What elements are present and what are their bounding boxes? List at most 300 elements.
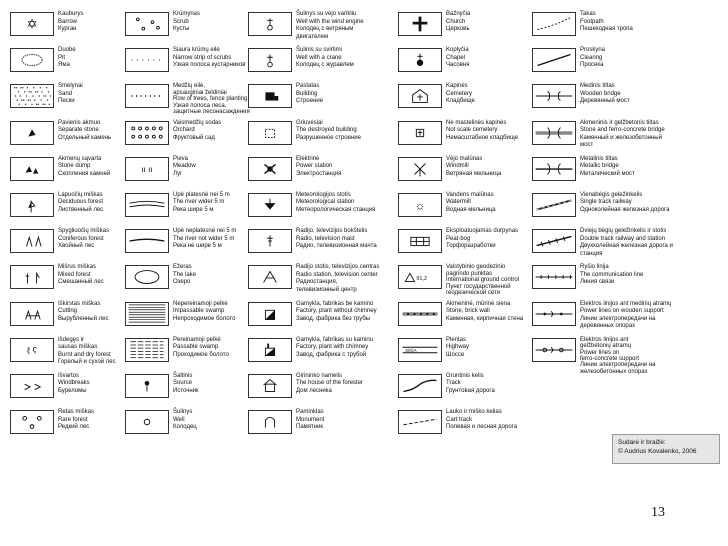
legend-entry-line: Река не шире 5 м <box>173 243 222 250</box>
legend-entry-line: Lauko ir miško kelias <box>446 409 502 416</box>
legend-entry-text <box>446 409 528 432</box>
legend-entry <box>246 10 391 43</box>
legend-entry-line: Sand <box>58 90 73 97</box>
legend-entry-line: Редкий лес <box>58 424 90 431</box>
track-icon <box>398 374 442 398</box>
legend-entry <box>246 46 391 79</box>
legend-entry-line: Meadow <box>173 163 196 170</box>
legend-entry-text <box>173 409 241 432</box>
legend-entry-line: Deciduous forest <box>58 199 104 206</box>
cutting-icon <box>10 302 54 326</box>
conifer-tree-icon <box>10 229 54 253</box>
legend-entry-line: Ryšio linija <box>580 264 609 271</box>
legend-entry-line: gelžbetonių atramų <box>580 343 632 350</box>
rare-forest-icon <box>10 410 54 434</box>
legend-entry-line: Wooden bridge <box>580 90 621 97</box>
impassable-swamp-icon <box>125 302 169 326</box>
legend-entry-text <box>446 120 528 143</box>
legend-entry-text <box>296 373 391 396</box>
legend-entry-line: станция <box>580 250 603 257</box>
legend-entry-line: Pit <box>58 54 66 61</box>
legend-entry-line: Radio, television mast <box>296 235 355 242</box>
legend-entry-line: Girininko namelis <box>296 372 343 379</box>
legend-entry <box>8 119 118 152</box>
wooden-bridge-icon <box>532 84 576 108</box>
legend-entry-line: Памятник <box>296 424 324 431</box>
legend-entry-line: Gamykla, fabrikas su kaminu <box>296 336 374 343</box>
legend-entry <box>123 155 241 188</box>
legend-entry-line: Колодец <box>173 424 197 431</box>
legend-entry-line: Каменная, кирпичная стена <box>446 315 524 322</box>
legend-entry-line: Well <box>173 416 185 423</box>
legend-entry-text <box>580 301 720 331</box>
legend-entry-line: телевизионный центр <box>296 286 357 293</box>
legend-entry-line: Šulinys su vėjo varikliu <box>296 11 357 17</box>
legend-entry <box>396 82 528 115</box>
legend-column <box>530 10 720 375</box>
legend-entry-text <box>446 156 528 179</box>
legend-entry-line: Radio station, television center <box>296 271 378 278</box>
legend-entry-line: Smėlynai <box>58 83 83 90</box>
legend-entry-line: Griuvėsiai <box>296 119 323 126</box>
highway-icon <box>398 338 442 362</box>
legend-entry-line: Medinis tiltas <box>580 83 615 90</box>
legend-entry <box>8 263 118 296</box>
legend-entry-line: Радио, телевизионная мачта <box>296 243 377 250</box>
legend-entry-line: The communication line <box>580 271 644 278</box>
legend-entry-line: Pieva <box>173 155 189 162</box>
mixed-forest-icon <box>10 265 54 289</box>
legend-entry-line: Отдельный камень <box>58 134 112 141</box>
legend-entry-line: Windbreaks <box>58 380 90 387</box>
legend-entry-text <box>173 192 241 215</box>
legend-entry <box>530 300 720 333</box>
legend-entry-line: геодезической сети <box>446 289 501 296</box>
brick-wall-icon <box>398 302 442 326</box>
legend-entry-line: Duobė <box>58 47 76 54</box>
legend-entry-line: Metallic bridge <box>580 163 619 170</box>
radio-center-icon <box>248 265 292 289</box>
legend-entry <box>123 300 241 333</box>
legend-entry <box>396 263 528 296</box>
legend-entry-line: Plentas <box>446 336 467 343</box>
legend-entry-line: Takas <box>580 11 596 17</box>
legend-entry-text <box>173 373 241 396</box>
legend-entry-text <box>58 373 118 396</box>
peat-bog-icon <box>398 229 442 253</box>
credit-line-2: © Audrius Kovalenko, 2006 <box>618 448 697 455</box>
legend-entry-line: Double track railway and station <box>580 235 666 242</box>
legend-entry-line: Radijo stotis, televizijos centras <box>296 264 380 271</box>
legend-entry-line: Elektrinė <box>296 155 320 162</box>
legend-entry <box>396 191 528 224</box>
legend-entry-text <box>446 192 528 215</box>
legend-entry-line: Narrow strip of scrubs <box>173 54 232 61</box>
legend-entry-line: Elektros linijos ant <box>580 336 629 343</box>
legend-entry-line: Ežeras <box>173 264 192 271</box>
legend-entry-line: Peat-bog <box>446 235 471 242</box>
legend-entry <box>123 191 241 224</box>
small-cemetery-icon <box>398 121 442 145</box>
legend-entry <box>530 46 720 79</box>
legend-entry-line: мост <box>580 142 594 149</box>
legend-entry <box>8 408 118 441</box>
legend-entry-line: Kapinės <box>446 83 468 90</box>
svg-text:ℓ ʕ: ℓ ʕ <box>26 345 38 356</box>
legend-entry-line: Mixed forest <box>58 271 91 278</box>
legend-entry <box>246 82 391 115</box>
legend-entry-text <box>580 337 720 375</box>
legend-entry-line: Скопления камней <box>58 170 111 177</box>
svg-text:ıı ıı: ıı ıı <box>141 164 153 174</box>
legend-entry-line: Колодец с журавлем <box>296 62 354 69</box>
credit-box <box>612 434 720 464</box>
monument-icon <box>248 410 292 434</box>
legend-entry-line: Фруктовый сад <box>173 134 215 141</box>
wooden-power-line-icon <box>532 302 576 326</box>
legend-entry-line: Windmill <box>446 163 469 170</box>
legend-entry-line: Power station <box>296 163 333 170</box>
legend-entry-text <box>173 301 241 324</box>
legend-entry-line: Nepereinamoji pelkė <box>173 300 228 307</box>
legend-entry-line: Proskyna <box>580 47 606 54</box>
legend-entry-line: ferro-concrete support <box>580 355 640 362</box>
legend-entry-line: Row of trees, fence planting <box>173 96 248 103</box>
legend-entry-line: Узкая полоса леса, <box>173 102 227 109</box>
legend-entry-text <box>173 47 246 70</box>
legend-entry-text <box>580 120 720 150</box>
legend-entry-line: Cart track <box>446 416 473 423</box>
legend-entry-line: Meteorological station <box>296 199 355 206</box>
legend-entry <box>8 191 118 224</box>
legend-entry <box>396 300 528 333</box>
legend-entry-line: International ground control <box>446 277 520 284</box>
legend-entry-text <box>58 192 118 215</box>
legend-entry-line: Gruntinis kelis <box>446 372 484 379</box>
legend-entry-text <box>446 373 528 396</box>
legend-entry-line: Stone dump <box>58 163 91 170</box>
source-icon <box>125 374 169 398</box>
legend-entry-line: Well with the wind engine <box>296 18 364 25</box>
legend-entry <box>123 82 250 115</box>
legend-entry-line: The destroyed building <box>296 127 357 134</box>
legend-entry-line: Šulinis su svirtimi <box>296 47 343 54</box>
star-icon <box>10 12 54 36</box>
legend-entry-line: Вырубленный лес <box>58 315 109 322</box>
legend-entry <box>246 372 391 405</box>
legend-entry-line: Highway <box>446 344 470 351</box>
legend-entry-line: Завод, фабрика с трубой <box>296 351 367 358</box>
legend-entry-line: Курган <box>58 26 77 32</box>
legend-entry-line: Stone, brick wall <box>446 308 490 314</box>
clearing-icon <box>532 48 576 72</box>
legend-entry-text <box>173 337 241 360</box>
legend-entry-line: Medžių eilė, <box>173 83 206 90</box>
legend-entry <box>396 119 528 152</box>
legend-entry-line: Церковь <box>446 26 470 32</box>
legend-entry-text <box>58 337 118 367</box>
legend-entry-line: Хвойный лес <box>58 243 95 250</box>
meteo-station-icon <box>248 193 292 217</box>
credit-line-1: Sudarė ir braižė: <box>618 439 666 446</box>
legend-entry-line: Буреломы <box>58 387 87 394</box>
legend-entry-text <box>58 11 118 34</box>
legend-entry-line: Not scale cemetery <box>446 127 498 134</box>
legend-entry-line: Akmeninis ir gelžbetonis tiltas <box>580 119 659 126</box>
communication-line-icon <box>532 265 576 289</box>
legend-entry-text <box>173 83 250 115</box>
legend-entry <box>123 227 241 260</box>
legend-entry-line: The river wider 5 m <box>173 199 225 206</box>
meadow-icon <box>125 157 169 181</box>
legend-entry-line: Retas miškas <box>58 409 95 416</box>
passable-swamp-icon <box>125 338 169 362</box>
legend-entry-line: Cemetery <box>446 90 473 97</box>
legend-entry <box>123 119 241 152</box>
legend-entry-text <box>173 228 241 251</box>
legend-entry-text <box>296 83 391 106</box>
ruined-building-icon <box>248 121 292 145</box>
legend-entry-line: Passable swamp <box>173 344 219 351</box>
legend-entry-line: Iškirstas miškas <box>58 300 101 307</box>
legend-column <box>123 10 250 444</box>
svg-text:✡: ✡ <box>26 16 38 32</box>
legend-entry-line: apsauginiai želdiniai <box>173 89 227 96</box>
legend-entry-line: Source <box>173 380 193 387</box>
double-railway-icon <box>532 229 576 253</box>
page-number: 13 <box>651 505 665 520</box>
legend-entry <box>8 82 118 115</box>
legend-entry-line: Vaismedžių sodas <box>173 119 222 126</box>
legend-entry-line: Ветряная мельница <box>446 170 502 177</box>
legend-entry-line: Металический мост <box>580 170 635 177</box>
legend-entry <box>396 336 528 369</box>
legend-entry-line: Šulinys <box>173 409 193 416</box>
legend-entry-line: Mišrus miškas <box>58 264 97 271</box>
legend-entry-line: Upė platesnė nei 5 m <box>173 191 230 198</box>
legend-entry-line: Akmenų sąvarta <box>58 155 102 162</box>
legend-entry-line: Building <box>296 90 318 97</box>
legend-entry-line: Dviejų bėgių geležinkelis ir stotis <box>580 228 667 235</box>
legend-entry-text <box>296 11 391 41</box>
legend-entry-line: Проходимое болото <box>173 351 229 358</box>
legend-entry-line: Burnt and dry forest <box>58 351 111 358</box>
legend-entry-text <box>580 11 720 34</box>
legend-entry-line: Siaura krūmų eilė <box>173 47 220 54</box>
legend-entry <box>530 10 720 43</box>
radio-mast-icon <box>248 229 292 253</box>
legend-entry-line: Ne mastelinės kapinės <box>446 119 507 126</box>
legend-entry-line: Paminklas <box>296 409 324 416</box>
legend-entry-text <box>58 156 118 179</box>
symbol-mark-label: 91,2 <box>416 276 428 283</box>
wind-well-icon <box>248 12 292 36</box>
legend-entry-line: Impassable swamp <box>173 308 225 314</box>
legend-entry-line: Грунтовая дорога <box>446 387 495 394</box>
factory-chimney-icon <box>248 338 292 362</box>
legend-entry-line: The lake <box>173 271 197 278</box>
narrow-scrub-icon <box>125 48 169 72</box>
legend-entry-line: Источник <box>173 387 199 394</box>
legend-column <box>396 10 528 444</box>
legend-entry-line: pagrindo punktas <box>446 270 493 277</box>
legend-entry <box>396 46 528 79</box>
legend-entry <box>123 10 241 43</box>
legend-entry <box>8 372 118 405</box>
chapel-icon <box>398 48 442 72</box>
legend-entry-line: Track <box>446 380 461 387</box>
crane-well-icon <box>248 48 292 72</box>
legend-entry-text <box>173 11 241 34</box>
legend-entry-line: Пешеходная тропа <box>580 26 633 32</box>
legend-entry <box>530 191 720 224</box>
tree-row-icon <box>125 84 169 108</box>
legend-entry-text <box>296 156 391 179</box>
legend-entry-text <box>296 301 391 324</box>
legend-entry-line: Scrub <box>173 18 189 25</box>
well-icon <box>125 410 169 434</box>
legend-entry-text <box>58 409 118 432</box>
legend-entry-text <box>58 47 118 70</box>
legend-entry-line: Непроходимое болото <box>173 315 236 322</box>
power-station-icon <box>248 157 292 181</box>
legend-entry-line: защитные лесонасаждения <box>173 109 250 115</box>
legend-entry-text <box>58 264 118 287</box>
legend-entry <box>396 408 528 441</box>
legend-entry-line: Луг <box>173 170 183 177</box>
legend-entry-text <box>296 264 391 294</box>
forester-house-icon <box>248 374 292 398</box>
legend-entry-line: Krūmynas <box>173 11 201 17</box>
legend-entry-text <box>446 47 528 70</box>
legend-entry-line: Озеро <box>173 279 191 286</box>
legend-entry-line: Išvartos <box>58 372 80 379</box>
legend-entry-text <box>580 264 720 287</box>
legend-entry-line: Eksploatuojamas durpynas <box>446 228 519 235</box>
legend-entry <box>246 119 391 152</box>
legend-entry-line: Кладбище <box>446 98 475 105</box>
legend-entry-text <box>173 120 241 143</box>
pit-icon <box>10 48 54 72</box>
legend-entry <box>246 263 391 296</box>
legend-entry-text <box>58 228 118 251</box>
watermill-icon <box>398 193 442 217</box>
legend-entry-line: Šaltinis <box>173 372 193 379</box>
legend-entry-line: Coniferous forest <box>58 235 104 242</box>
legend-entry <box>123 336 241 369</box>
windmill-icon <box>398 157 442 181</box>
legend-entry-line: Pereinamoji pelkė <box>173 336 221 343</box>
legend-entry-line: Колодец с ветряным <box>296 26 354 32</box>
legend-entry-line: Часовня <box>446 62 470 69</box>
legend-entry-line: Church <box>446 18 466 25</box>
legend-entry-line: Разрушенное строение <box>296 134 361 141</box>
legend-entry-line: Горелый и сухой лес <box>58 359 116 366</box>
legend-entry-line: Полевая и лесная дорога <box>446 424 518 431</box>
legend-entry-line: Akmeninė, mūrinė siena <box>446 300 511 307</box>
legend-entry <box>246 408 391 441</box>
legend-entry-line: Линии электропередачи на <box>580 315 656 322</box>
legend-entry <box>246 155 391 188</box>
legend-entry-line: Factory, plant without chimney <box>296 308 377 314</box>
legend-entry-line: Barrow <box>58 18 78 25</box>
legend-entry-line: Линия связи <box>580 279 615 286</box>
legend-entry-line: The river not wider 5 m <box>173 235 235 242</box>
legend-entry-line: Išdegęs ir <box>58 336 85 343</box>
legend-entry-line: Пункт государственной <box>446 283 511 290</box>
legend-entry-text <box>58 83 118 106</box>
legend-entry-line: Завод, фабрика без трубы <box>296 315 371 322</box>
legend-entry-line: Река шире 5 м <box>173 206 214 213</box>
legend-entry <box>123 372 241 405</box>
building-icon <box>248 84 292 108</box>
legend-entry-line: Meteorologijos stotis <box>296 191 351 198</box>
legend-entry-line: Одноколейная железная дорога <box>580 206 670 213</box>
legend-column <box>246 10 391 444</box>
single-railway-icon <box>532 193 576 217</box>
legend-entry-text <box>446 83 528 106</box>
cart-track-icon <box>398 410 442 434</box>
scrub-icon <box>125 12 169 36</box>
footpath-icon <box>532 12 576 36</box>
legend-entry-text <box>296 47 391 70</box>
narrow-river-icon <box>125 229 169 253</box>
legend-entry-text <box>580 47 720 70</box>
legend-entry-line: Кусты <box>173 26 190 32</box>
legend-entry-text <box>446 11 528 34</box>
legend-entry <box>123 46 246 79</box>
legend-entry-line: Lapuočių miškas <box>58 191 103 198</box>
legend-entry-text <box>296 192 391 215</box>
legend-entry <box>8 300 118 333</box>
legend-entry-line: Каменный и железобетонный <box>580 134 662 141</box>
legend-entry-text <box>173 264 241 287</box>
legend-entry <box>8 155 118 188</box>
separate-stone-icon <box>10 121 54 145</box>
legend-entry <box>8 227 118 260</box>
legend-entry-text <box>580 156 720 179</box>
legend-entry-line: Rare forest <box>58 416 88 423</box>
legend-entry-text <box>296 120 391 143</box>
legend-entry-line: The house of the forester <box>296 380 364 387</box>
legend-entry-line: Single track railway <box>580 199 632 206</box>
orchard-icon <box>125 121 169 145</box>
legend-entry-line: Factory, plant with chimney <box>296 344 369 351</box>
legend-entry-line: Немасштабное кладбище <box>446 134 519 141</box>
legend-entry-line: Смешанный лес <box>58 279 104 286</box>
legend-entry <box>8 10 118 43</box>
concrete-power-line-icon <box>532 338 576 362</box>
legend-entry-line: Двухколейная железная дорога и <box>580 243 673 250</box>
legend-entry <box>396 227 528 260</box>
legend-entry-line: Bažnyčia <box>446 11 471 17</box>
legend-entry-line: Watermill <box>446 199 471 206</box>
legend-entry-line: Power lines on wooden support <box>580 308 664 314</box>
legend-entry-text <box>580 192 720 215</box>
legend-entry-line: Линии электропередачи на <box>580 362 656 369</box>
legend-entry-line: Пески <box>58 98 75 105</box>
legend-entry-line: Электростанция <box>296 170 342 177</box>
legend-entry-text <box>296 409 391 432</box>
legend-entry-line: Vandens malūnas <box>446 191 494 198</box>
deciduous-tree-icon <box>10 193 54 217</box>
legend-entry-line: Orchard <box>173 127 195 134</box>
symbol-mark-label: 5(8)A <box>405 347 417 353</box>
legend-entry-text <box>58 120 118 143</box>
legend-entry-line: деревянных опорах <box>580 323 636 329</box>
legend-entry-text <box>446 301 528 324</box>
legend-entry <box>246 191 391 224</box>
